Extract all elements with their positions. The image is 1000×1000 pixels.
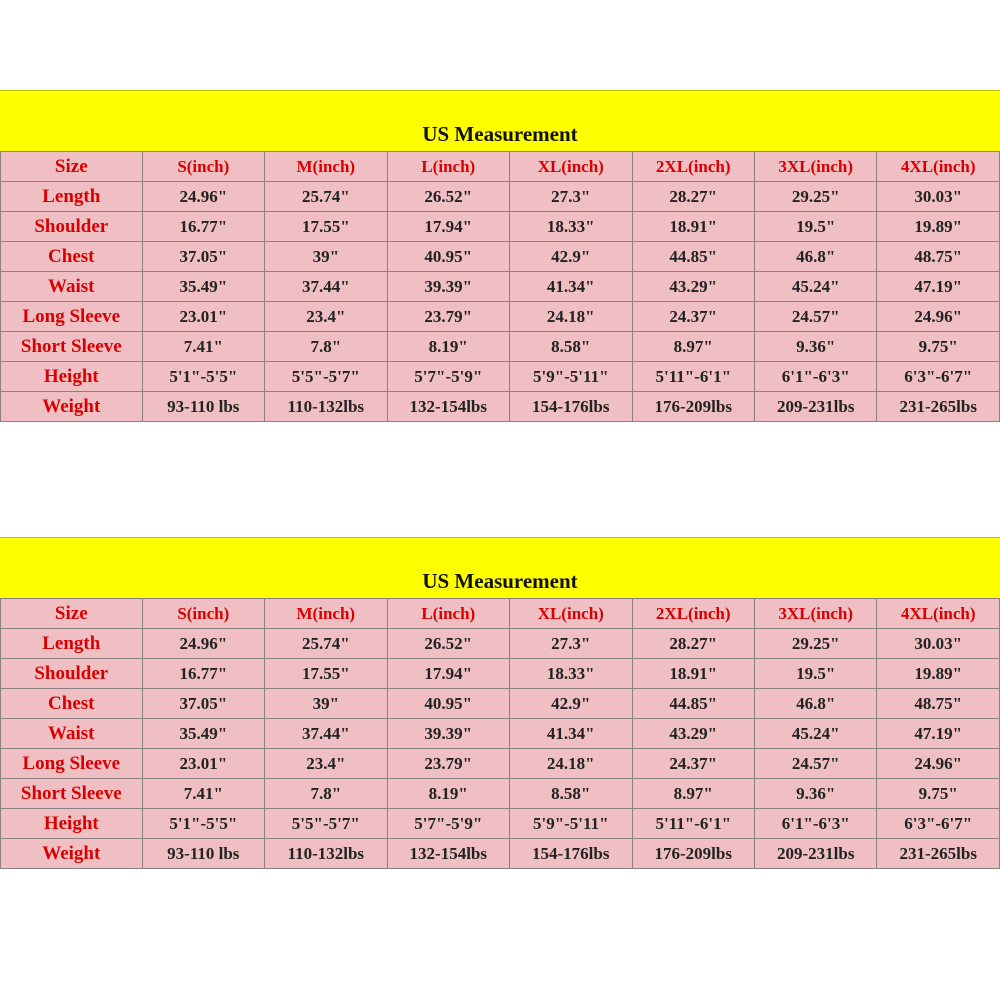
measurement-cell: 154-176lbs <box>510 392 632 422</box>
measurement-cell: 46.8" <box>754 242 876 272</box>
measurement-cell: 43.29" <box>632 719 754 749</box>
measurement-cell: 5'1"-5'5" <box>142 809 264 839</box>
row-label: Short Sleeve <box>1 332 143 362</box>
measurement-cell: 16.77" <box>142 659 264 689</box>
measurement-cell: 27.3" <box>510 182 632 212</box>
measurement-cell: 44.85" <box>632 242 754 272</box>
measurement-cell: 23.4" <box>265 302 387 332</box>
measurement-cell: 7.8" <box>265 779 387 809</box>
measurement-cell: 9.75" <box>877 332 1000 362</box>
measurement-cell: 24.57" <box>754 749 876 779</box>
measurement-cell: 46.8" <box>754 689 876 719</box>
measurement-cell: 45.24" <box>754 719 876 749</box>
measurement-cell: 24.96" <box>142 182 264 212</box>
measurement-cell: 18.91" <box>632 659 754 689</box>
measurement-cell: 41.34" <box>510 272 632 302</box>
measurement-cell: 8.19" <box>387 332 509 362</box>
size-column-header: L(inch) <box>387 152 509 182</box>
measurement-cell: 9.75" <box>877 779 1000 809</box>
measurement-cell: 24.96" <box>877 302 1000 332</box>
size-column-header: M(inch) <box>265 152 387 182</box>
measurement-cell: 110-132lbs <box>265 839 387 869</box>
size-chart-top <box>0 90 1000 422</box>
table-row <box>1 839 1000 869</box>
table-row <box>1 749 1000 779</box>
row-label: Length <box>1 629 143 659</box>
measurement-cell: 44.85" <box>632 689 754 719</box>
measurement-cell: 42.9" <box>510 242 632 272</box>
measurement-cell: 17.55" <box>265 212 387 242</box>
measurement-cell: 93-110 lbs <box>142 392 264 422</box>
size-chart-bottom <box>0 537 1000 869</box>
measurement-cell: 37.05" <box>142 689 264 719</box>
measurement-cell: 5'9"-5'11" <box>510 809 632 839</box>
table-row <box>1 182 1000 212</box>
measurement-cell: 28.27" <box>632 629 754 659</box>
size-column-header: 3XL(inch) <box>754 599 876 629</box>
measurement-cell: 19.5" <box>754 659 876 689</box>
row-label: Short Sleeve <box>1 779 143 809</box>
table-row <box>1 779 1000 809</box>
measurement-cell: 24.37" <box>632 302 754 332</box>
measurement-cell: 37.44" <box>265 272 387 302</box>
measurement-cell: 25.74" <box>265 629 387 659</box>
measurement-cell: 23.4" <box>265 749 387 779</box>
measurement-cell: 7.41" <box>142 332 264 362</box>
measurement-cell: 47.19" <box>877 272 1000 302</box>
measurement-cell: 35.49" <box>142 272 264 302</box>
measurement-cell: 26.52" <box>387 629 509 659</box>
measurement-cell: 8.19" <box>387 779 509 809</box>
table-row <box>1 272 1000 302</box>
table-row <box>1 719 1000 749</box>
table-row <box>1 809 1000 839</box>
table-row <box>1 392 1000 422</box>
measurement-cell: 39.39" <box>387 272 509 302</box>
measurement-cell: 5'11"-6'1" <box>632 809 754 839</box>
measurement-cell: 176-209lbs <box>632 839 754 869</box>
measurement-cell: 17.94" <box>387 212 509 242</box>
measurement-cell: 6'3"-6'7" <box>877 809 1000 839</box>
table-row <box>1 302 1000 332</box>
measurement-cell: 27.3" <box>510 629 632 659</box>
measurement-cell: 231-265lbs <box>877 392 1000 422</box>
size-column-header: M(inch) <box>265 599 387 629</box>
measurement-cell: 93-110 lbs <box>142 839 264 869</box>
measurement-cell: 5'7"-5'9" <box>387 809 509 839</box>
row-label: Height <box>1 809 143 839</box>
measurement-cell: 23.79" <box>387 302 509 332</box>
measurement-cell: 8.97" <box>632 332 754 362</box>
table-row <box>1 629 1000 659</box>
measurement-cell: 23.79" <box>387 749 509 779</box>
row-label: Waist <box>1 272 143 302</box>
size-header-cell: Size <box>1 152 143 182</box>
measurement-cell: 24.96" <box>877 749 1000 779</box>
size-column-header: L(inch) <box>387 599 509 629</box>
size-column-header: 2XL(inch) <box>632 152 754 182</box>
measurement-cell: 40.95" <box>387 689 509 719</box>
measurement-cell: 41.34" <box>510 719 632 749</box>
measurement-cell: 24.57" <box>754 302 876 332</box>
chart-banner <box>0 90 1000 151</box>
measurement-cell: 17.94" <box>387 659 509 689</box>
measurement-cell: 25.74" <box>265 182 387 212</box>
measurement-cell: 23.01" <box>142 749 264 779</box>
chart-title: US Measurement <box>422 122 578 146</box>
measurement-cell: 7.8" <box>265 332 387 362</box>
measurement-cell: 7.41" <box>142 779 264 809</box>
measurement-cell: 9.36" <box>754 779 876 809</box>
row-label: Shoulder <box>1 659 143 689</box>
row-label: Height <box>1 362 143 392</box>
measurement-cell: 5'5"-5'7" <box>265 809 387 839</box>
measurement-cell: 8.97" <box>632 779 754 809</box>
table-row <box>1 362 1000 392</box>
measurement-cell: 5'1"-5'5" <box>142 362 264 392</box>
measurement-cell: 8.58" <box>510 332 632 362</box>
measurement-cell: 18.33" <box>510 212 632 242</box>
table-row <box>1 689 1000 719</box>
table-row <box>1 332 1000 362</box>
measurement-cell: 17.55" <box>265 659 387 689</box>
measurement-cell: 19.5" <box>754 212 876 242</box>
measurement-cell: 35.49" <box>142 719 264 749</box>
measurement-cell: 26.52" <box>387 182 509 212</box>
table-row <box>1 659 1000 689</box>
size-column-header: S(inch) <box>142 599 264 629</box>
row-label: Long Sleeve <box>1 302 143 332</box>
measurement-cell: 29.25" <box>754 629 876 659</box>
measurement-cell: 209-231lbs <box>754 839 876 869</box>
row-label: Chest <box>1 242 143 272</box>
measurement-cell: 6'1"-6'3" <box>754 809 876 839</box>
measurement-cell: 16.77" <box>142 212 264 242</box>
measurement-cell: 30.03" <box>877 629 1000 659</box>
size-column-header: XL(inch) <box>510 152 632 182</box>
measurement-cell: 5'5"-5'7" <box>265 362 387 392</box>
measurement-cell: 30.03" <box>877 182 1000 212</box>
measurement-cell: 24.18" <box>510 302 632 332</box>
chart-banner <box>0 537 1000 598</box>
measurement-cell: 9.36" <box>754 332 876 362</box>
measurement-cell: 45.24" <box>754 272 876 302</box>
size-table <box>0 598 1000 869</box>
measurement-cell: 24.18" <box>510 749 632 779</box>
measurement-cell: 19.89" <box>877 212 1000 242</box>
size-column-header: 4XL(inch) <box>877 599 1000 629</box>
row-label: Chest <box>1 689 143 719</box>
measurement-cell: 48.75" <box>877 242 1000 272</box>
measurement-cell: 24.96" <box>142 629 264 659</box>
row-label: Waist <box>1 719 143 749</box>
size-header-cell: Size <box>1 599 143 629</box>
table-row <box>1 242 1000 272</box>
measurement-cell: 39.39" <box>387 719 509 749</box>
measurement-cell: 40.95" <box>387 242 509 272</box>
table-row <box>1 212 1000 242</box>
size-column-header: 4XL(inch) <box>877 152 1000 182</box>
measurement-cell: 18.33" <box>510 659 632 689</box>
measurement-cell: 24.37" <box>632 749 754 779</box>
measurement-cell: 132-154lbs <box>387 392 509 422</box>
row-label: Long Sleeve <box>1 749 143 779</box>
size-table <box>0 151 1000 422</box>
row-label: Shoulder <box>1 212 143 242</box>
measurement-cell: 39" <box>265 242 387 272</box>
measurement-cell: 154-176lbs <box>510 839 632 869</box>
measurement-cell: 39" <box>265 689 387 719</box>
size-column-header: XL(inch) <box>510 599 632 629</box>
row-label: Length <box>1 182 143 212</box>
header-row <box>1 152 1000 182</box>
measurement-cell: 23.01" <box>142 302 264 332</box>
measurement-cell: 19.89" <box>877 659 1000 689</box>
measurement-cell: 42.9" <box>510 689 632 719</box>
row-label: Weight <box>1 839 143 869</box>
header-row <box>1 599 1000 629</box>
measurement-cell: 18.91" <box>632 212 754 242</box>
size-column-header: 2XL(inch) <box>632 599 754 629</box>
measurement-cell: 37.05" <box>142 242 264 272</box>
chart-title: US Measurement <box>422 569 578 593</box>
measurement-cell: 28.27" <box>632 182 754 212</box>
measurement-cell: 231-265lbs <box>877 839 1000 869</box>
measurement-cell: 5'11"-6'1" <box>632 362 754 392</box>
measurement-cell: 29.25" <box>754 182 876 212</box>
measurement-cell: 6'1"-6'3" <box>754 362 876 392</box>
measurement-cell: 48.75" <box>877 689 1000 719</box>
measurement-cell: 6'3"-6'7" <box>877 362 1000 392</box>
measurement-cell: 5'9"-5'11" <box>510 362 632 392</box>
measurement-cell: 8.58" <box>510 779 632 809</box>
measurement-cell: 110-132lbs <box>265 392 387 422</box>
measurement-cell: 37.44" <box>265 719 387 749</box>
measurement-cell: 176-209lbs <box>632 392 754 422</box>
measurement-cell: 47.19" <box>877 719 1000 749</box>
measurement-cell: 209-231lbs <box>754 392 876 422</box>
measurement-cell: 43.29" <box>632 272 754 302</box>
measurement-cell: 5'7"-5'9" <box>387 362 509 392</box>
measurement-cell: 132-154lbs <box>387 839 509 869</box>
size-column-header: 3XL(inch) <box>754 152 876 182</box>
row-label: Weight <box>1 392 143 422</box>
size-column-header: S(inch) <box>142 152 264 182</box>
